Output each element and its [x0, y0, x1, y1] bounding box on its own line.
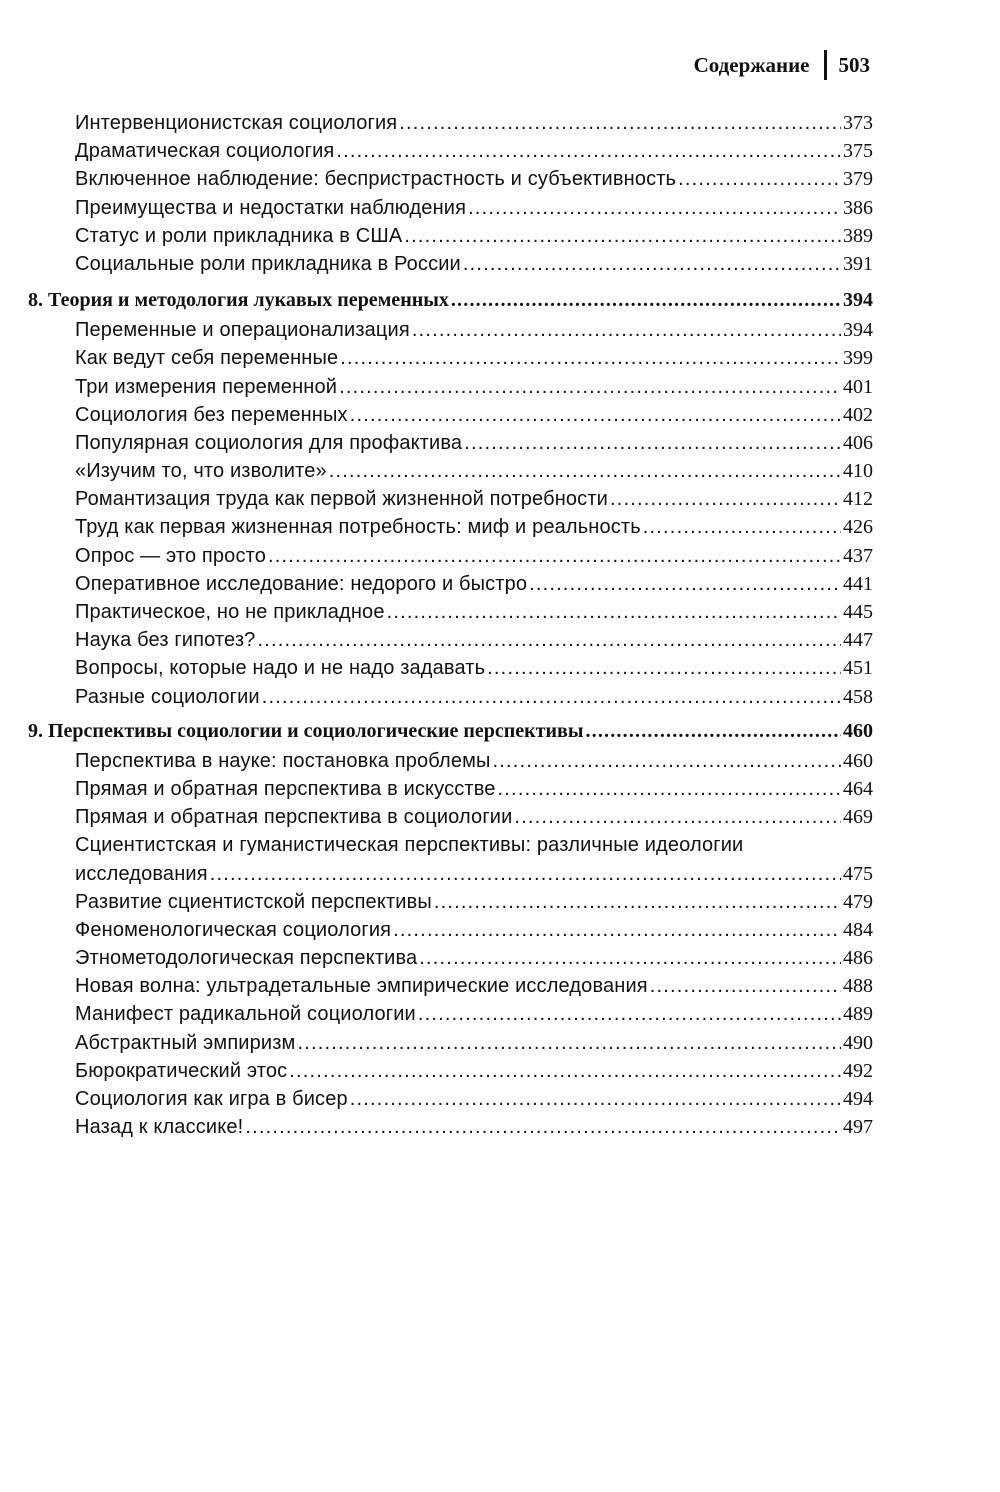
toc-entry[interactable]	[28, 376, 873, 404]
toc-entry[interactable]	[28, 319, 873, 347]
table-of-contents	[28, 112, 873, 1144]
toc-leader-dots	[529, 573, 841, 596]
toc-entry[interactable]	[28, 516, 873, 544]
toc-entry-page: 441	[843, 572, 873, 595]
toc-entry[interactable]	[28, 1003, 873, 1031]
toc-entry-title: Развитие сциентистской перспективы	[75, 890, 432, 913]
toc-entry-title: «Изучим то, что изволите»	[75, 460, 327, 483]
toc-entry-page: 458	[843, 685, 873, 708]
toc-leader-dots	[514, 806, 841, 829]
toc-entry-page: 475	[843, 862, 873, 885]
toc-entry-title: Разные социологии	[75, 685, 260, 708]
toc-entry-title: Романтизация труда как первой жизненной потребности	[75, 488, 608, 511]
toc-entry-title: Включенное наблюдение: беспристрастность и субъективность	[75, 168, 677, 191]
toc-entry[interactable]	[28, 947, 873, 975]
toc-entry-page: 389	[843, 224, 873, 247]
toc-entry-title: Труд как первая жизненная потребность: миф и реальность	[75, 516, 641, 539]
toc-entry-page: 488	[843, 975, 873, 998]
toc-leader-dots	[350, 1088, 841, 1111]
toc-group-chapter9-part1	[28, 750, 873, 835]
toc-leader-dots	[404, 225, 841, 248]
toc-entry-page: 489	[843, 1003, 873, 1026]
toc-entry-line2	[28, 863, 873, 891]
toc-entry-page: 494	[843, 1088, 873, 1110]
toc-entry[interactable]	[28, 806, 873, 834]
toc-entry-page: 406	[843, 431, 873, 454]
toc-entry-page: 484	[843, 918, 873, 941]
toc-entry-page: 401	[843, 375, 873, 398]
toc-entry-line1	[28, 834, 873, 862]
toc-entry-page: 486	[843, 947, 873, 970]
toc-entry[interactable]	[28, 112, 873, 140]
toc-entry-page: 426	[843, 516, 873, 539]
toc-leader-dots	[339, 376, 841, 399]
toc-entry[interactable]	[28, 140, 873, 168]
toc-entry[interactable]	[28, 488, 873, 516]
toc-leader-dots	[297, 1032, 841, 1055]
toc-leader-dots	[210, 863, 841, 886]
toc-entry[interactable]	[28, 750, 873, 778]
toc-leader-dots	[650, 975, 841, 998]
toc-entry-title: Статус и роли прикладника в США	[75, 224, 403, 247]
toc-leader-dots	[585, 720, 841, 743]
toc-entry-page: 373	[843, 112, 873, 134]
toc-leader-dots	[434, 891, 841, 914]
toc-entry-title: Оперативное исследование: недорого и быстро	[75, 572, 528, 595]
toc-entry-title: Абстрактный эмпиризм	[75, 1031, 296, 1054]
toc-leader-dots	[643, 516, 841, 539]
toc-entry-title: Наука без гипотез?	[75, 629, 256, 652]
toc-leader-dots	[610, 488, 841, 511]
toc-leader-dots	[464, 432, 841, 455]
toc-entry-page: 490	[843, 1031, 873, 1054]
toc-entry[interactable]	[28, 545, 873, 573]
toc-entry-title: Драматическая социология	[75, 140, 335, 163]
toc-entry[interactable]	[28, 891, 873, 919]
toc-entry-page: 391	[843, 252, 873, 275]
toc-entry-page: 379	[843, 168, 873, 191]
toc-entry-wrapped[interactable]	[28, 834, 873, 890]
toc-leader-dots	[289, 1060, 841, 1083]
toc-entry-page: 399	[843, 347, 873, 370]
toc-chapter-title: 9. Перспективы социологии и социологические перспективы	[28, 719, 584, 742]
toc-entry[interactable]	[28, 919, 873, 947]
toc-entry[interactable]	[28, 460, 873, 488]
toc-entry[interactable]	[28, 1116, 873, 1144]
toc-entry[interactable]	[28, 975, 873, 1003]
toc-entry[interactable]	[28, 686, 873, 714]
toc-chapter-8[interactable]	[28, 289, 873, 319]
toc-leader-dots	[336, 140, 841, 163]
toc-leader-dots	[393, 919, 841, 942]
toc-leader-dots	[419, 947, 841, 970]
toc-entry-title: Популярная социология для профактива	[75, 431, 463, 454]
toc-entry-title: Бюрократический этос	[75, 1059, 288, 1082]
toc-entry-title: Прямая и обратная перспектива в искусстве	[75, 777, 496, 800]
toc-entry-title: Три измерения переменной	[75, 375, 338, 398]
toc-chapter-page: 394	[843, 289, 873, 312]
toc-leader-dots	[412, 319, 841, 342]
toc-chapter-page: 460	[843, 719, 873, 742]
toc-entry[interactable]	[28, 1060, 873, 1088]
toc-entry-title: Опрос — это просто	[75, 544, 266, 567]
toc-entry[interactable]	[28, 601, 873, 629]
toc-leader-dots	[257, 629, 841, 652]
toc-leader-dots	[678, 168, 841, 191]
toc-entry-page: 464	[843, 777, 873, 800]
toc-entry-title: Социология без переменных	[75, 403, 348, 426]
header-section-title: Содержание	[693, 53, 810, 77]
toc-entry-title: Этнометодологическая перспектива	[75, 947, 418, 970]
toc-entry[interactable]	[28, 225, 873, 253]
toc-leader-dots	[262, 686, 841, 709]
toc-entry-page: 451	[843, 657, 873, 680]
toc-group-chapter7-tail	[28, 112, 873, 281]
toc-leader-dots	[487, 657, 841, 680]
toc-entry-page: 492	[843, 1059, 873, 1082]
toc-leader-dots	[451, 289, 841, 312]
toc-entry-title-line1: Сциентистская и гуманистическая перспективы: различные идеологии	[75, 834, 744, 857]
toc-entry-title: Как ведут себя переменные	[75, 347, 339, 370]
toc-entry-page: 402	[843, 403, 873, 426]
toc-leader-dots	[387, 601, 841, 624]
toc-entry-title: Новая волна: ультрадетальные эмпирические исследования	[75, 975, 648, 998]
toc-chapter-9[interactable]	[28, 720, 873, 750]
toc-entry-title: Социология как игра в бисер	[75, 1088, 348, 1110]
toc-entry-title: Прямая и обратная перспектива в социологии	[75, 806, 513, 829]
toc-entry-page: 386	[843, 196, 873, 219]
toc-entry-page: 437	[843, 544, 873, 567]
toc-entry[interactable]	[28, 197, 873, 225]
header-separator	[824, 50, 827, 80]
toc-entry[interactable]	[28, 1088, 873, 1116]
toc-group-chapter9-part2	[28, 891, 873, 1145]
toc-entry-title: Вопросы, которые надо и не надо задавать	[75, 657, 486, 680]
header-page-number: 503	[838, 53, 870, 77]
toc-entry-page: 375	[843, 140, 873, 163]
toc-leader-dots	[493, 750, 841, 773]
toc-entry[interactable]	[28, 629, 873, 657]
toc-entry-title: Перспектива в науке: постановка проблемы	[75, 749, 491, 772]
toc-leader-dots	[468, 197, 841, 220]
toc-entry[interactable]	[28, 657, 873, 685]
toc-entry[interactable]	[28, 778, 873, 806]
toc-chapter-title: 8. Теория и методология лукавых переменных	[28, 289, 449, 312]
toc-entry-title-line2: исследования	[75, 862, 208, 885]
toc-entry-page: 447	[843, 629, 873, 652]
toc-entry-title: Назад к классике!	[75, 1116, 244, 1139]
toc-leader-dots	[340, 347, 841, 370]
toc-leader-dots	[268, 545, 841, 568]
toc-entry-title: Преимущества и недостатки наблюдения	[75, 196, 467, 219]
toc-group-chapter8	[28, 319, 873, 714]
toc-entry-page: 460	[843, 749, 873, 772]
toc-entry-title: Интервенционистская социология	[75, 112, 398, 134]
toc-leader-dots	[350, 404, 841, 427]
toc-entry[interactable]	[28, 573, 873, 601]
toc-entry[interactable]	[28, 1032, 873, 1060]
toc-leader-dots	[463, 253, 841, 276]
toc-entry[interactable]	[28, 404, 873, 432]
toc-entry-title: Феноменологическая социология	[75, 918, 392, 941]
toc-entry[interactable]	[28, 168, 873, 196]
toc-leader-dots	[399, 112, 841, 135]
toc-leader-dots	[245, 1116, 841, 1139]
toc-entry-page: 479	[843, 890, 873, 913]
toc-entry-page: 412	[843, 488, 873, 511]
toc-entry[interactable]	[28, 347, 873, 375]
toc-entry[interactable]	[28, 432, 873, 460]
toc-entry-page: 469	[843, 806, 873, 829]
running-header	[0, 50, 870, 82]
toc-entry-page: 445	[843, 601, 873, 623]
toc-entry-page: 497	[843, 1116, 873, 1139]
toc-entry-title: Манифест радикальной социологии	[75, 1003, 416, 1026]
toc-leader-dots	[418, 1003, 841, 1026]
toc-entry-title: Практическое, но не прикладное	[75, 601, 385, 623]
toc-entry-page: 394	[843, 319, 873, 342]
toc-leader-dots	[329, 460, 841, 483]
toc-entry-title: Социальные роли прикладника в России	[75, 252, 461, 275]
toc-leader-dots	[498, 778, 841, 801]
toc-entry-title: Переменные и операционализация	[75, 319, 410, 342]
toc-entry-page: 410	[843, 460, 873, 483]
toc-entry[interactable]	[28, 253, 873, 281]
